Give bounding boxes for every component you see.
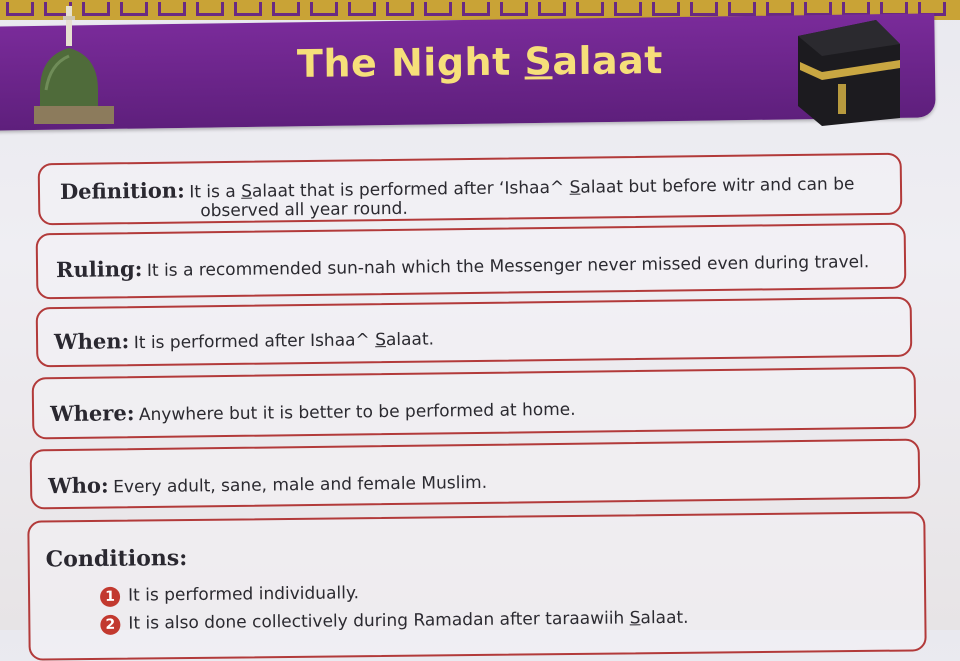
when-card <box>36 297 913 368</box>
definition-text: It is a Salaat that is performed after ‘Ishaa^ Salaat but before witr and can be <box>189 174 855 203</box>
ruling-label: Ruling: <box>55 256 143 283</box>
who-card <box>30 439 921 510</box>
ruling-card <box>36 223 907 300</box>
page-title: The Night Salaat <box>296 38 664 86</box>
number-badge: 1 <box>100 587 120 607</box>
number-badge: 2 <box>100 615 120 635</box>
condition-item: 2 It is also done collectively during Ramadan after taraawiih Salaat. <box>100 608 688 635</box>
conditions-card <box>27 511 926 660</box>
definition-text-continued: observed all year round. <box>200 198 408 222</box>
when-label: When: <box>53 328 130 355</box>
definition-label: Definition: <box>59 177 185 205</box>
who-text: Every adult, sane, male and female Muslim. <box>113 472 488 498</box>
when-text: It is performed after Ishaa^ Salaat. <box>133 329 435 354</box>
definition-card <box>38 153 903 226</box>
where-card <box>32 367 917 440</box>
where-label: Where: <box>49 400 135 427</box>
condition-item: 1 It is performed individually. <box>100 583 359 607</box>
who-label: Who: <box>47 472 109 499</box>
conditions-label: Conditions: <box>45 545 188 573</box>
ruling-text: It is a recommended sun-nah which the Messenger never missed even during travel. <box>146 252 870 281</box>
where-text: Anywhere but it is better to be performed at home. <box>138 399 576 426</box>
